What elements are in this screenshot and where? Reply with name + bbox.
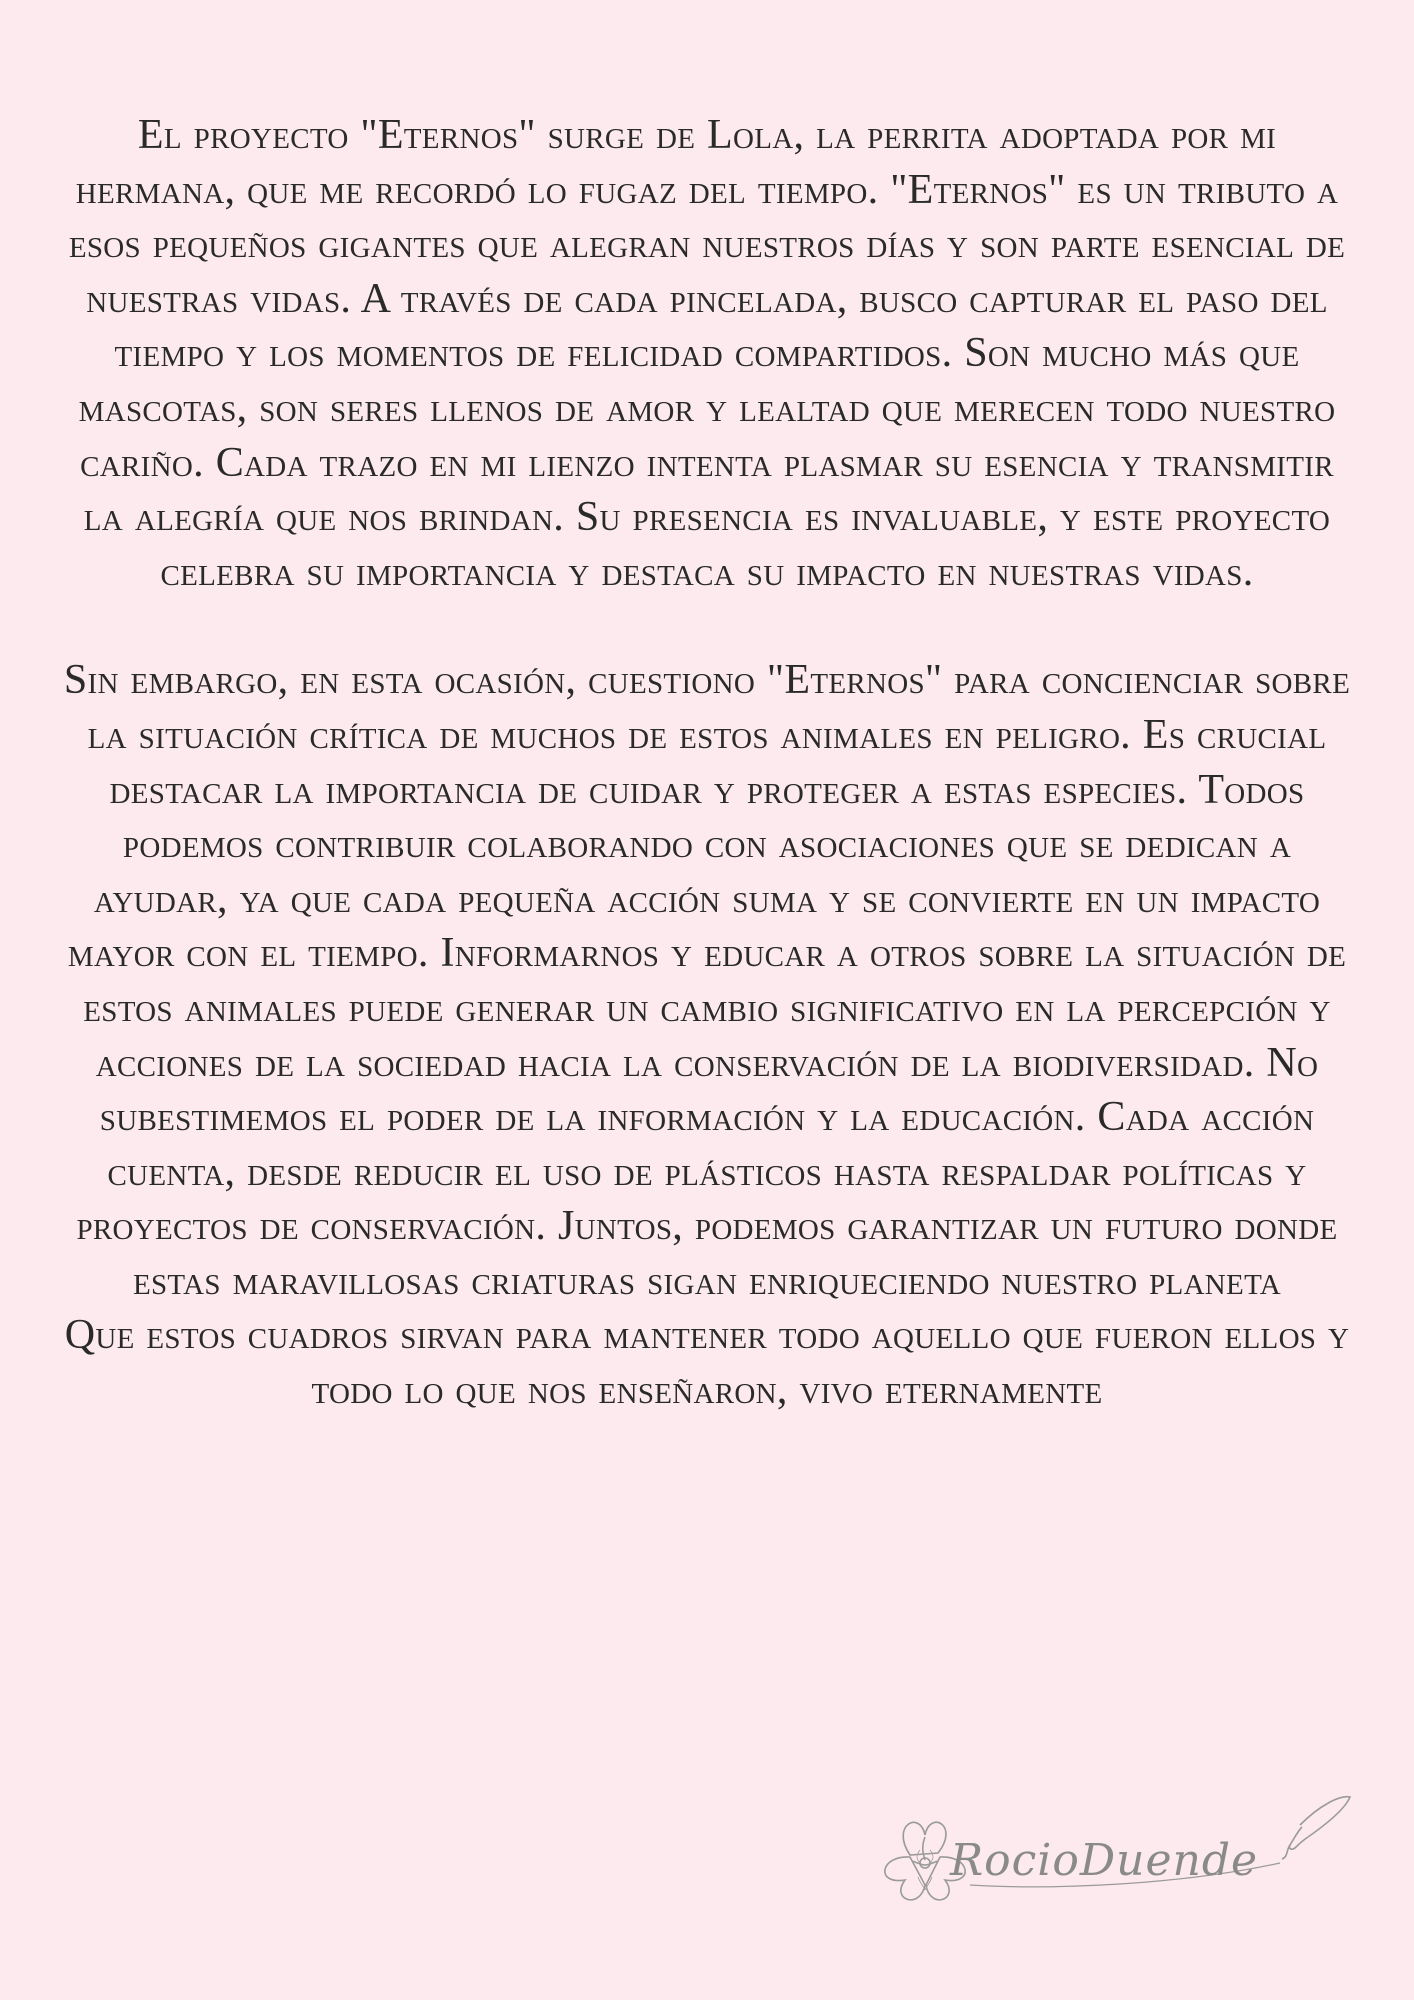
document-body xyxy=(60,108,1354,1418)
signature-text: RocioDuende xyxy=(950,1835,1259,1886)
paragraph-conservation: Sin embargo, en esta ocasión, cuestiono "Eternos" para concienciar sobre la situación crítica de muchos de estos animales en peligro. Es crucial destacar la importancia de cuidar y proteger a estas especies. Todos podemos contribuir colaborando con asociaciones que se dedican a ayudar, ya que cada pequeña acción suma y se convierte en un impacto mayor con el tiempo. Informarnos y educar a otros sobre la situación de estos animales puede generar un cambio significativo en la percepción y acciones de la sociedad hacia la conservación de la biodiversidad. No subestimemos el poder de la información y la educación. Cada acción cuenta, desde reducir el uso de plásticos hasta respaldar políticas y proyectos de conservación. Juntos, podemos garantizar un futuro donde estas maravillosas criaturas sigan enriqueciendo nuestro planeta xyxy=(63,657,1351,1304)
artist-signature xyxy=(850,1785,1360,1915)
paragraph-closing: Que estos cuadros sirvan para mantener todo aquello que fueron ellos y todo lo que nos enseñaron, vivo eternamente xyxy=(64,1312,1350,1414)
paragraph-intro: El proyecto "Eternos" surge de Lola, la perrita adoptada por mi hermana, que me recordó lo fugaz del tiempo. "Eternos" es un tributo a esos pequeños gigantes que alegran nuestros días y son parte esencial de nuestras vidas. A través de cada pincelada, busco capturar el paso del tiempo y los momentos de felicidad compartidos. Son mucho más que mascotas, son seres llenos de amor y lealtad que merecen todo nuestro cariño. Cada trazo en mi lienzo intenta plasmar su esencia y transmitir la alegría que nos brindan. Su presencia es invaluable, y este proyecto celebra su importancia y destaca su impacto en nuestras vidas. xyxy=(68,112,1346,595)
